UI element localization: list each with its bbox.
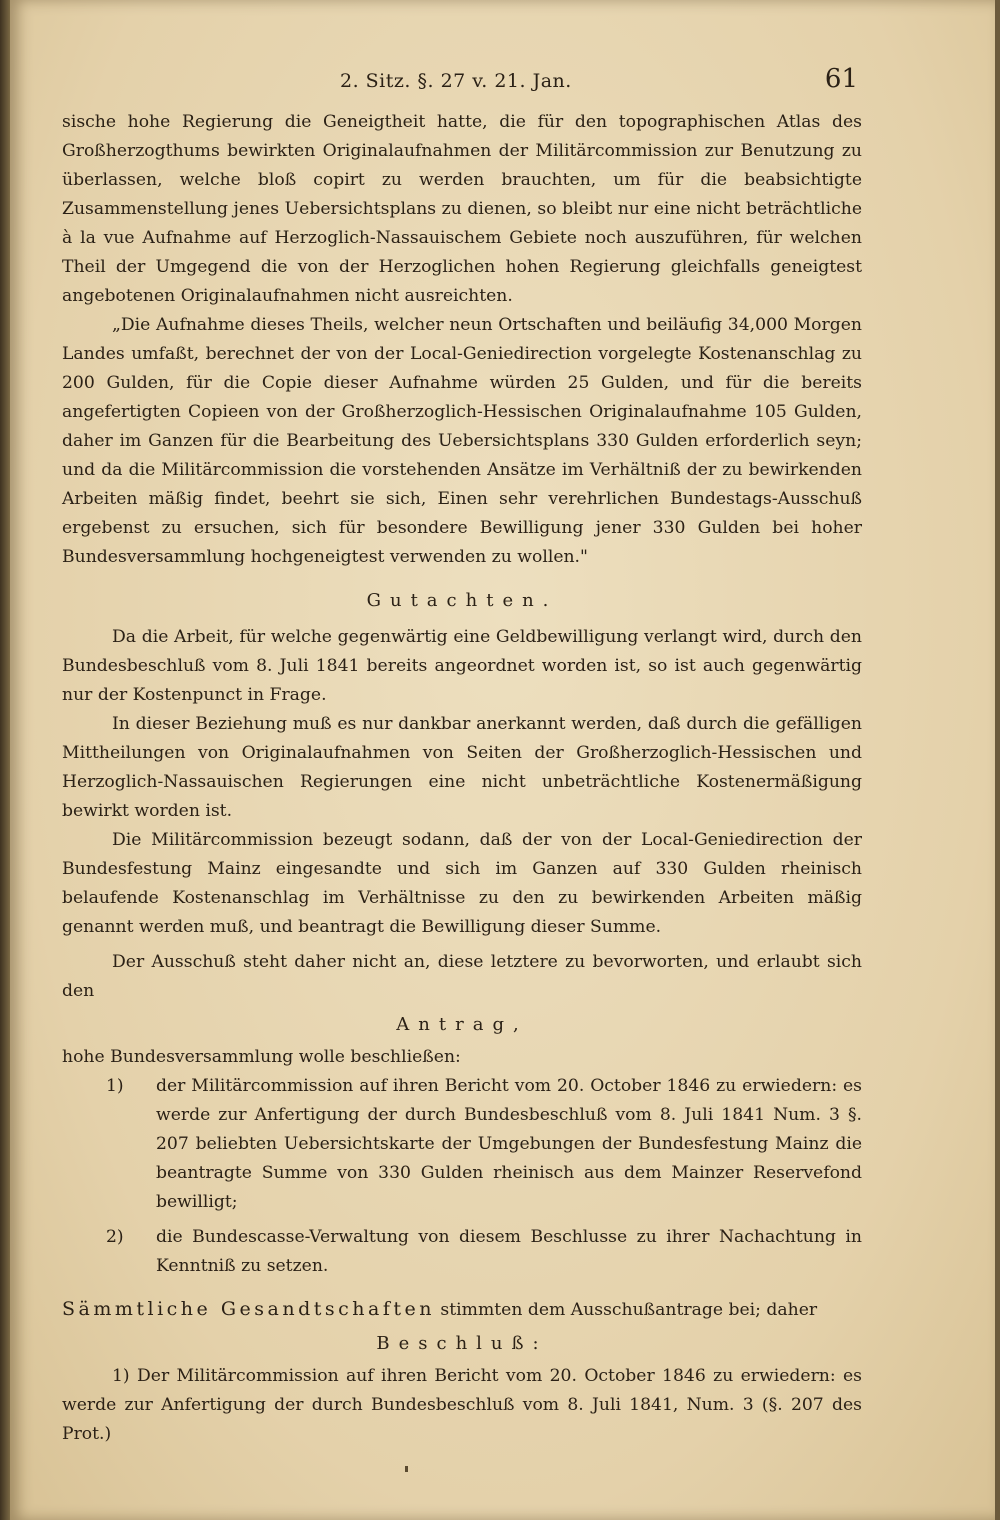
list-number: 2) [106,1227,124,1247]
paragraph: Die Militärcommission bezeugt sodann, daß der von der Local-Geniedirection der Bundesfestung Mainz eingesandte und sich im Ganzen auf 330 Gulden rheinisch belaufende Kostenanschlag im Verhältnisse zu den zu bewirkenden Arbeiten mäßig genannt werden muß, und beantragt die Bewilligung dieser Summe. [62,830,862,937]
list-number: 1) [112,1366,130,1386]
heading-antrag: Antrag, [396,1014,528,1035]
paragraph [62,1295,862,1325]
paragraph: Da die Arbeit, für welche gegenwärtig eine Geldbewilligung verlangt wird, durch den Bundesbeschluß vom 8. Juli 1841 bereits angeordnet worden ist, so ist auch gegenwärtig nur der Kostenpunct in Frage. [62,627,862,705]
paragraph: hohe Bundesversammlung wolle beschließen: [62,1047,461,1067]
list-text: der Militärcommission auf ihren Bericht vom 20. October 1846 zu erwiedern: es werde zur Anfertigung der durch Bundesbeschluß vom 8. Juli 1841 Num. 3 §. 207 beliebten Uebersichtskarte der Umgebungen der Bundesfestung Mainz die beantragte Summe von 330 Gulden rheinisch aus dem Mainzer Reservefond bewilligt; [156,1076,862,1212]
paragraph: In dieser Beziehung muß es nur dankbar anerkannt werden, daß durch die gefälligen Mittheilungen von Originalaufnahmen von Seiten der Großherzoglich-Hessischen und Herzoglich-Nassauischen Regierungen eine nicht unbeträchtliche Kostenermäßigung bewirkt worden ist. [62,714,862,821]
paragraph [62,1362,862,1449]
list-item [62,1072,862,1217]
print-mark [405,1466,408,1472]
paragraph-continuation: sische hohe Regierung die Geneigtheit hatte, die für den topographischen Atlas des Großherzogthums bewirkten Originalaufnahmen der Militärcommission zur Benutzung zu überlassen, welche bloß copirt zu werden brauchten, um für die beabsichtigte Zusammenstellung jenes Uebersichtsplans zu dienen, so bleibt nur eine nicht beträchtliche à la vue Aufnahme auf Herzoglich-Nassauischem Gebiete noch auszuführen, für welchen Theil der Umgegend die von der Herzoglichen hohen Regierung gleichfalls geneigtest angebotenen Originalaufnahmen nicht ausreichten. [62,112,862,306]
paragraph-text: stimmten dem Ausschußantrage bei; daher [434,1300,818,1320]
paragraph-text: Der Militärcommission auf ihren Bericht vom 20. October 1846 zu erwiedern: es werde zur Anfertigung der durch Bundesbeschluß vom 8. Juli 1841, Num. 3 (§. 207 des Prot.) [62,1366,863,1444]
heading-beschluss: Beschluß: [376,1333,548,1354]
heading-gutachten: Gutachten. [366,590,558,611]
list-number: 1) [106,1076,124,1096]
spaced-emphasis: Sämmtliche Gesandtschaften [62,1298,435,1320]
page-number: 61 [824,64,858,94]
list-item [62,1223,862,1281]
page-body [62,108,862,1449]
paragraph: Der Ausschuß steht daher nicht an, diese letztere zu bevorworten, und erlaubt sich den [62,952,862,1001]
running-title: 2. Sitz. §. 27 v. 21. Jan. [340,70,572,92]
paragraph-quote: „Die Aufnahme dieses Theils, welcher neun Ortschaften und beiläufig 34,000 Morgen Landes umfaßt, berechnet der von der Local-Geniedirection vorgelegte Kostenanschlag zu 200 Gulden, für die Copie dieser Aufnahme würden 25 Gulden, und für die bereits angefertigten Copieen von der Großherzoglich-Hessischen Originalaufnahme 105 Gulden, daher im Ganzen für die Bearbeitung des Uebersichtsplans 330 Gulden erforderlich seyn; und da die Militärcommission die vorstehenden Ansätze im Verhältniß der zu bewirkenden Arbeiten mäßig findet, beehrt sie sich, Einen sehr verehrlichen Bundestags-Ausschuß ergebenst zu ersuchen, sich für besondere Bewilligung jener 330 Gulden bei hoher Bundesversammlung hochgeneigtest verwenden zu wollen." [62,315,862,567]
book-spine [0,0,10,1520]
list-text: die Bundescasse-Verwaltung von diesem Beschlusse zu ihrer Nachachtung in Kenntniß zu setzen. [156,1227,862,1276]
